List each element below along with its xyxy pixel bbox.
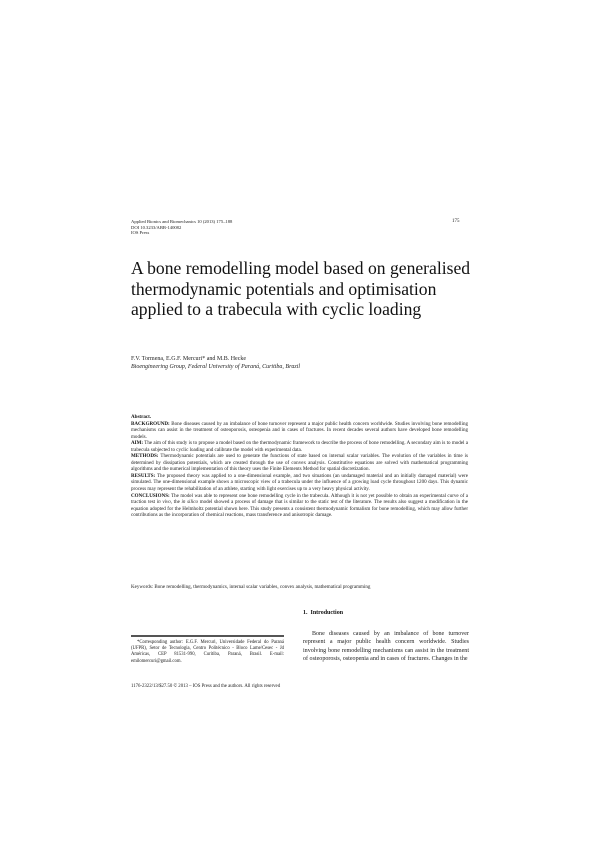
journal-header (131, 219, 232, 236)
abstract-heading: Abstract. (131, 414, 152, 420)
abstract (131, 414, 468, 519)
abstract-methods: METHODS: Thermodynamic potentials are used to generate the functions of state based on internal scalar variables. The evolution of the variables in time is determined by dissipation potentials, which are created through the use of convex analysis. Constitutive equations are solved with mathematical programming algorithms and the numerical implementation of this theory uses the Finite Elements Method for spatial discretization. (131, 453, 468, 473)
introduction-paragraph: Bone diseases caused by an imbalance of bone turnover represent a major public health concern worldwide. Studies involving bone remodelling mechanisms can assist in the treatment of osteoporosis, osteopenia and in cases of fractures. Changes in the (303, 631, 469, 662)
section-heading-introduction (303, 610, 346, 616)
affiliation: Bioengineering Group, Federal University of Paraná, Curitiba, Brazil (131, 364, 301, 371)
paper-title: A bone remodelling model based on generalised thermodynamic potentials and optimisation applied to a trabecula with cyclic loading (131, 258, 471, 319)
author-block (131, 355, 300, 371)
copyright-line: 1176-2322/13/$27.50 © 2013 – IOS Press and the authors. All rights reserved (131, 684, 281, 689)
section-title: Introduction (310, 610, 344, 616)
abstract-conclusions: CONCLUSIONS: The model was able to represent one bone remodelling cycle in the trabecula. Although it is not yet possible to obtain an experimental curve of a traction test in vivo, the in silico model showed a process of damage that is similar to the static test of the literature. The results also suggest a modification in the equation adopted for the Helmholtz potential shown here. This study presents a consistent thermodynamic formalism for bone remodelling, which may allow further contributions as the incorporation of chemical reactions, mass transference and anisotropic damage. (131, 492, 469, 519)
footnote-divider (131, 635, 284, 637)
keywords: Keywords: Bone remodelling, thermodynamics, internal scalar variables, convex analysis, mathematical programming (131, 584, 371, 590)
authors: F.V. Tormena, E.G.F. Mercuri* and M.B. Hecke (131, 356, 247, 362)
abstract-results: RESULTS: The proposed theory was applied to a one-dimensional example, and two situations (an undamaged material and an initially damaged material) were simulated. The one-dimensional example shows a microscopic view of a trabecula under the influence of a growing load cycle throughout 1200 days. This dynamic process may represent the rehabilitation of an athlete, starting with light exercises up to a very heavy physical activity. (131, 472, 468, 493)
page-number: 175 (452, 219, 460, 224)
doi: DOI 10.3233/ABB-140082 (131, 224, 182, 230)
corresponding-author-footnote: *Corresponding author: E.G.F. Mercuri, Universidade Federal do Paraná (UFPR), Setor de Tecnologia, Centro Politécnico - Bloco Lame/Cesec - Jd Américas, CEP 81531-990, Curitiba, Paraná, Brasil. E-mail: emilomercuri@gmail.com. (131, 640, 284, 664)
abstract-background: BACKGROUND: Bone diseases caused by an imbalance of bone turnover represent a major public health concern worldwide. Studies involving bone remodelling mechanisms can assist in the treatment of osteoporosis, osteopenia and in cases of fractures. In recent decades several authors have developed bone remodelling models. (131, 420, 468, 440)
section-number: 1. (303, 610, 308, 616)
journal-citation: Applied Bionics and Biomechanics 10 (2013) 175–188 (131, 219, 233, 224)
publisher: IOS Press (131, 230, 150, 236)
abstract-aim: AIM: The aim of this study is to propose a model based on the thermodynamic framework to describe the process of bone remodelling. A secondary aim is to model a trabecula subjected to cyclic loading and calibrate the model with experimental data. (131, 440, 468, 453)
